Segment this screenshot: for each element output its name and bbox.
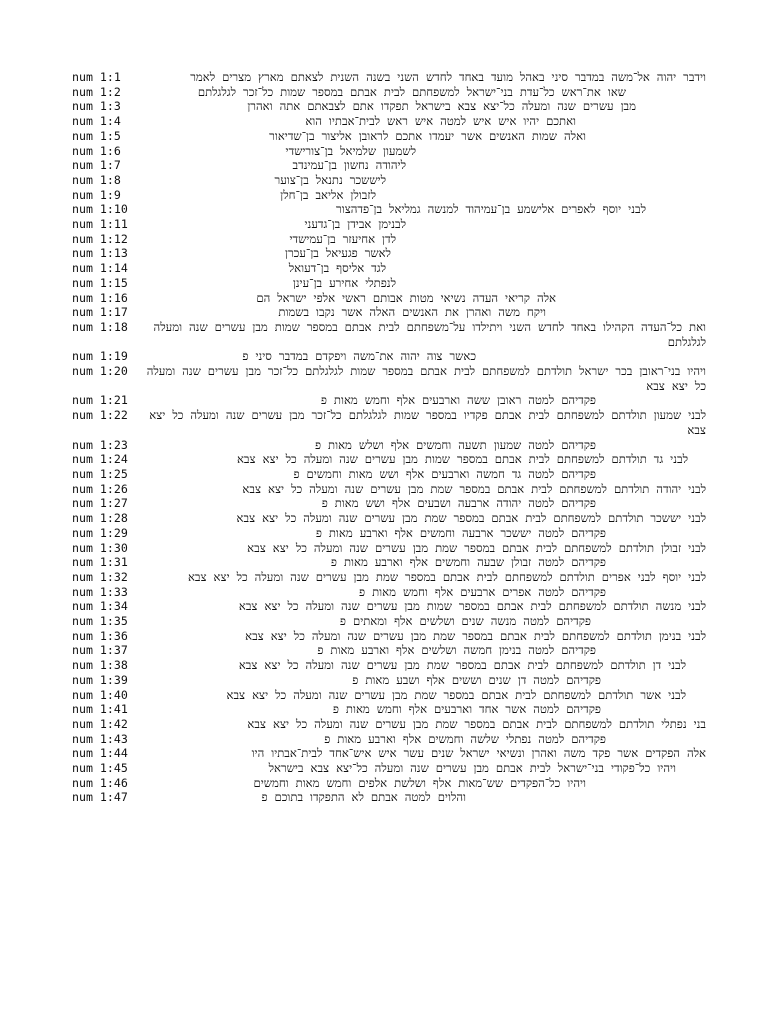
verse-line bbox=[72, 526, 706, 541]
verse-line bbox=[72, 144, 706, 159]
verse-text: ליששכר נתנאל בן־צוער bbox=[274, 172, 386, 187]
verse-ref: num 1:41 bbox=[72, 702, 128, 717]
verse-text: לזבולן אליאב בן־חלן bbox=[280, 187, 376, 202]
verse-ref: num 1:4 bbox=[72, 114, 121, 129]
verse-ref: num 1:18 bbox=[72, 319, 128, 334]
verse-ref: num 1:34 bbox=[72, 599, 128, 614]
verse-line bbox=[72, 761, 706, 776]
verse-ref: num 1:46 bbox=[72, 775, 128, 790]
verse-line bbox=[72, 452, 706, 467]
verse-ref: num 1:11 bbox=[72, 217, 128, 232]
verse-line bbox=[72, 673, 706, 688]
verse-line bbox=[72, 702, 706, 717]
verse-line bbox=[72, 732, 706, 747]
verse-line bbox=[72, 173, 706, 188]
verse-line bbox=[72, 658, 706, 673]
verse-ref: num 1:3 bbox=[72, 99, 121, 114]
verse-line bbox=[72, 614, 706, 629]
verse-ref: num 1:30 bbox=[72, 540, 128, 555]
verse-text: לבני יששכר תולדתם למשפחתם לבית אבתם במספר שמת מבן עשרים שנה ומעלה כל יצא צבא bbox=[236, 511, 706, 526]
verse-ref: num 1:12 bbox=[72, 231, 128, 246]
verse-ref: num 1:20 bbox=[72, 364, 128, 379]
verse-ref: num 1:28 bbox=[72, 511, 128, 526]
verse-line bbox=[72, 291, 706, 306]
verse-text: לבני יוסף לבני אפרים תולדתם למשפחתם לבית אבתם במספר שמת מבן עשרים שנה ומעלה כל יצא צבא bbox=[187, 569, 706, 584]
verse-text: ויקח משה ואהרן את האנשים האלה אשר נקבו בשמות bbox=[278, 305, 546, 320]
verse-ref: num 1:42 bbox=[72, 716, 128, 731]
verse-text: פקדיהם למטה אפרים ארבעים אלף וחמש מאות פ bbox=[359, 584, 606, 599]
verse-line bbox=[72, 129, 706, 144]
verse-ref: num 1:22 bbox=[72, 408, 128, 423]
verse-text: פקדיהם למטה יששכר ארבעה וחמשים אלף וארבע מאות פ bbox=[315, 525, 606, 540]
verse-ref: num 1:16 bbox=[72, 290, 128, 305]
verse-text: פקדיהם למטה מנשה שנים ושלשים אלף ומאתים פ bbox=[339, 614, 591, 629]
verse-line bbox=[72, 85, 706, 100]
verse-text: לבני יהודה תולדתם למשפחתם לבית אבתם במספר שמת מבן עשרים שנה ומעלה כל יצא צבא bbox=[242, 481, 706, 496]
verse-line bbox=[72, 541, 706, 556]
verse-line bbox=[72, 276, 706, 291]
verse-text: כאשר צוה יהוה את־משה ויפקדם במדבר סיני פ bbox=[242, 349, 476, 364]
verse-text: שאו את־ראש כל־עדת בני־ישראל למשפחתם לבית אבתם במספר שמות כל־זכר לגלגלתם bbox=[197, 84, 626, 99]
verse-ref: num 1:29 bbox=[72, 525, 128, 540]
verse-text: פקדיהם למטה אשר אחד וארבעים אלף וחמש מאות פ bbox=[332, 702, 601, 717]
verse-line bbox=[72, 188, 706, 203]
verse-text: ליהודה נחשון בן־עמינדב bbox=[292, 158, 406, 173]
verse-ref: num 1:45 bbox=[72, 761, 128, 776]
verse-ref: num 1:43 bbox=[72, 731, 128, 746]
verse-text: לנפתלי אחירע בן־עינן bbox=[292, 275, 396, 290]
verse-text: ואלה שמות האנשים אשר יעמדו אתכם לראובן אליצור בן־שדיאור bbox=[269, 128, 586, 143]
verse-ref: num 1:6 bbox=[72, 143, 121, 158]
verse-text: פקדיהם למטה שמעון תשעה וחמשים אלף ושלש מאות פ bbox=[315, 437, 596, 452]
verse-text: ויהיו כל־הפקדים שש־מאות אלף ושלשת אלפים וחמש מאות וחמשים bbox=[253, 775, 586, 790]
verse-line bbox=[72, 246, 706, 261]
verse-ref: num 1:7 bbox=[72, 158, 121, 173]
verse-line bbox=[72, 555, 706, 570]
verse-text: לבני אשר תולדתם למשפחתם לבית אבתם במספר שמת מבן עשרים שנה ומעלה כל יצא צבא bbox=[226, 687, 686, 702]
verse-line bbox=[72, 114, 706, 129]
verse-ref: num 1:8 bbox=[72, 172, 121, 187]
verse-ref: num 1:26 bbox=[72, 481, 128, 496]
verse-line bbox=[72, 585, 706, 600]
verse-ref: num 1:9 bbox=[72, 187, 121, 202]
verse-list bbox=[72, 70, 706, 805]
verse-ref: num 1:47 bbox=[72, 790, 128, 805]
verse-line bbox=[72, 570, 706, 585]
verse-ref: num 1:19 bbox=[72, 349, 128, 364]
verse-text: ואתכם יהיו איש איש למטה איש ראש לבית־אבתיו הוא bbox=[305, 114, 576, 129]
verse-ref: num 1:24 bbox=[72, 452, 128, 467]
verse-text: אלה קריאי העדה נשיאי מטות אבותם ראשי אלפי ישראל הם bbox=[256, 290, 556, 305]
verse-line bbox=[72, 643, 706, 658]
verse-line bbox=[72, 305, 706, 320]
verse-text: והלוים למטה אבתם לא התפקדו בתוכם פ bbox=[261, 790, 466, 805]
verse-line bbox=[72, 232, 706, 247]
verse-ref: num 1:14 bbox=[72, 261, 128, 276]
verse-line bbox=[72, 688, 706, 703]
verse-text: ויהיו בני־ראובן בכר ישראל תולדתם למשפחתם לבית אבתם במספר שמות לגלגלתם כל־זכר מבן עשרים שנה ומעלה כל יצא צבא bbox=[146, 364, 706, 393]
verse-text: לאשר פגעיאל בן־עכרן bbox=[285, 246, 391, 261]
verse-line bbox=[72, 599, 706, 614]
verse-line bbox=[72, 158, 706, 173]
verse-text: פקדיהם למטה גד חמשה וארבעים אלף ושש מאות וחמשים פ bbox=[293, 466, 596, 481]
verse-text: לגד אליסף בן־דעואל bbox=[288, 261, 386, 276]
verse-line bbox=[72, 717, 706, 732]
verse-text: פקדיהם למטה דן שנים וששים אלף ושבע מאות פ bbox=[352, 672, 601, 687]
verse-line bbox=[72, 202, 706, 217]
verse-line bbox=[72, 70, 706, 85]
verse-line bbox=[72, 99, 706, 114]
verse-line bbox=[72, 467, 706, 482]
verse-ref: num 1:2 bbox=[72, 84, 121, 99]
verse-ref: num 1:37 bbox=[72, 643, 128, 658]
verse-text: פקדיהם למטה בנימן חמשה ושלשים אלף וארבע מאות פ bbox=[317, 643, 596, 658]
verse-text: מבן עשרים שנה ומעלה כל־יצא צבא בישראל תפקדו אתם לצבאתם אתה ואהרן bbox=[247, 99, 636, 114]
verse-ref: num 1:23 bbox=[72, 437, 128, 452]
verse-line bbox=[72, 261, 706, 276]
verse-text: לבני דן תולדתם למשפחתם לבית אבתם במספר שמת מבן עשרים שנה ומעלה כל יצא צבא bbox=[238, 658, 686, 673]
verse-text: לבני מנשה תולדתם למשפחתם לבית אבתם במספר שמות מבן עשרים שנה ומעלה כל יצא צבא bbox=[238, 599, 706, 614]
verse-text: אלה הפקדים אשר פקד משה ואהרן ונשיאי ישראל שנים עשר איש איש־אחד לבית־אבתיו היו bbox=[251, 746, 706, 761]
verse-line bbox=[72, 320, 706, 349]
verse-ref: num 1:32 bbox=[72, 569, 128, 584]
verse-ref: num 1:44 bbox=[72, 746, 128, 761]
verse-ref: num 1:21 bbox=[72, 393, 128, 408]
verse-text: בני נפתלי תולדתם למשפחתם לבית אבתם במספר שמת מבן עשרים שנה ומעלה כל יצא צבא bbox=[247, 716, 706, 731]
verse-text: לשמעון שלמיאל בן־צורישדי bbox=[285, 143, 416, 158]
verse-line bbox=[72, 393, 706, 408]
verse-line bbox=[72, 629, 706, 644]
verse-text: וידבר יהוה אל־משה במדבר סיני באהל מועד באחד לחדש השני בשנה השנית לצאתם מארץ מצרים לאמר bbox=[190, 70, 706, 84]
verse-ref: num 1:5 bbox=[72, 128, 121, 143]
verse-line bbox=[72, 482, 706, 497]
verse-text: פקדיהם למטה ראובן ששה וארבעים אלף וחמש מאות פ bbox=[320, 393, 596, 408]
verse-ref: num 1:25 bbox=[72, 466, 128, 481]
verse-text: לבני זבולן תולדתם למשפחתם לבית אבתם במספר שמת מבן עשרים שנה ומעלה כל יצא צבא bbox=[247, 540, 706, 555]
verse-ref: num 1:35 bbox=[72, 614, 128, 629]
verse-text: ואת כל־העדה הקהילו באחד לחדש השני ויתילדו על־משפחתם לבית אבתם במספר שמות מבן עשרים שנה ומעלה לגלגלתם bbox=[153, 319, 706, 349]
verse-ref: num 1:31 bbox=[72, 555, 128, 570]
verse-ref: num 1:39 bbox=[72, 672, 128, 687]
verse-ref: num 1:33 bbox=[72, 584, 128, 599]
verse-ref: num 1:1 bbox=[72, 70, 121, 84]
verse-text: פקדיהם למטה יהודה ארבעה ושבעים אלף ושש מאות פ bbox=[321, 496, 596, 511]
verse-line bbox=[72, 790, 706, 805]
verse-text: לדן אחיעזר בן־עמישדי bbox=[289, 231, 396, 246]
verse-text: לבני גד תולדתם למשפחתם לבית אבתם במספר שמות מבן עשרים שנה ומעלה כל יצא צבא bbox=[236, 452, 688, 467]
verse-text: פקדיהם למטה זבולן שבעה וחמשים אלף וארבע מאות פ bbox=[330, 555, 606, 570]
verse-line bbox=[72, 511, 706, 526]
verse-ref: num 1:10 bbox=[72, 202, 128, 217]
verse-ref: num 1:15 bbox=[72, 275, 128, 290]
verse-ref: num 1:38 bbox=[72, 658, 128, 673]
verse-line bbox=[72, 217, 706, 232]
verse-ref: num 1:36 bbox=[72, 628, 128, 643]
verse-ref: num 1:27 bbox=[72, 496, 128, 511]
verse-line bbox=[72, 438, 706, 453]
verse-line bbox=[72, 776, 706, 791]
verse-text: לבני בנימן תולדתם למשפחתם לבית אבתם במספר שמת מבן עשרים שנה ומעלה כל יצא צבא bbox=[245, 628, 706, 643]
verse-ref: num 1:40 bbox=[72, 687, 128, 702]
verse-text: ויהיו כל־פקודי בני־ישראל לבית אבתם מבן עשרים שנה ומעלה כל־יצא צבא בישראל bbox=[268, 761, 676, 776]
verse-line bbox=[72, 408, 706, 437]
verse-text: לבנימן אבידן בן־גדעני bbox=[304, 217, 406, 232]
verse-text: לבני יוסף לאפרים אלישמע בן־עמיהוד למנשה גמליאל בן־פדהצור bbox=[336, 202, 646, 217]
verse-line bbox=[72, 364, 706, 393]
verse-line bbox=[72, 746, 706, 761]
verse-text: פקדיהם למטה נפתלי שלשה וחמשים אלף וארבע מאות פ bbox=[324, 731, 606, 746]
verse-line bbox=[72, 349, 706, 364]
verse-line bbox=[72, 496, 706, 511]
verse-ref: num 1:17 bbox=[72, 305, 128, 320]
verse-ref: num 1:13 bbox=[72, 246, 128, 261]
verse-text: לבני שמעון תולדתם למשפחתם לבית אבתם פקדיו במספר שמות לגלגלתם כל־זכר מבן עשרים שנה ומעלה כל יצא צבא bbox=[149, 408, 706, 437]
